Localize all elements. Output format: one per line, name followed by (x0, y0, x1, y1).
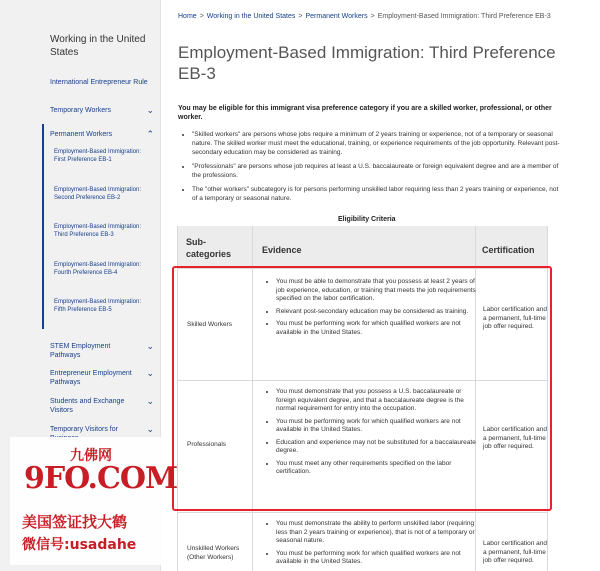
watermark-logo: 9FO.COM (24, 461, 178, 496)
sidebar-item-label: Students and Exchange Visitors (50, 398, 125, 414)
breadcrumb-home[interactable]: Home (178, 13, 197, 20)
highlight-box (172, 266, 552, 511)
breadcrumb-separator: > (298, 13, 303, 20)
table-header-subcategories: Sub-categories (186, 237, 232, 259)
table-row-evidence (266, 520, 476, 571)
sidebar-item-stem[interactable] (50, 342, 158, 360)
sidebar-item-label: Entrepreneur Employment Pathways (50, 370, 132, 386)
sidebar-subitem-eb4[interactable]: Employment-Based Immigration: Fourth Preference EB-4 (54, 262, 142, 276)
table-row-category: Skilled Workers (187, 321, 233, 328)
table-row-category: Unskilled Workers (Other Workers) (187, 545, 240, 561)
definitions-list (178, 130, 562, 208)
sidebar-subitem-eb5[interactable]: Employment-Based Immigration: Fifth Preference EB-5 (54, 299, 142, 313)
breadcrumb-separator: > (199, 13, 204, 20)
sidebar-item-international-entrepreneur[interactable] (50, 78, 158, 87)
chevron-up-icon[interactable]: ⌃ (146, 129, 154, 139)
sidebar-item-permanent-workers[interactable] (50, 130, 158, 139)
chevron-down-icon[interactable]: ⌄ (146, 396, 154, 406)
list-item: • You must be able to demonstrate that you possess at least 2 years of job experience, education, or training that meets the job requirements specified on the labor certification. (276, 278, 476, 304)
watermark-line1: 美国签证找大鹤 (22, 513, 128, 531)
chevron-down-icon[interactable]: ⌄ (146, 368, 154, 378)
list-item: • "Skilled workers" are persons whose jobs require a minimum of 2 years training or experience, not of a temporary or seasonal nature. The skilled worker must meet the educational, training, or experience requirements of the job opportunity. Relevant post-secondary education may be considered as training. (192, 130, 562, 157)
active-indicator (42, 124, 44, 329)
criteria-title: Eligibility Criteria (338, 216, 396, 223)
breadcrumb (178, 12, 558, 21)
watermark-site-name: 九佛网 (70, 448, 112, 464)
list-item: • You must be performing work for which qualified workers are not available in the United States. (276, 418, 476, 435)
sidebar-item-label: International Entrepreneur Rule (50, 79, 148, 86)
table-row-certification: Labor certification and a permanent, full-time job offer required. (483, 306, 547, 330)
sidebar-item-students[interactable] (50, 397, 158, 415)
sidebar-item-label: Permanent Workers (50, 131, 113, 138)
sidebar-subitem-eb1[interactable]: Employment-Based Immigration: First Preference EB-1 (54, 149, 142, 163)
list-item: • Relevant post-secondary education may be considered as training. (276, 308, 476, 317)
sidebar-item-label: Temporary Visitors for (50, 426, 118, 433)
chevron-down-icon[interactable]: ⌄ (146, 424, 154, 434)
watermark (10, 437, 178, 565)
list-item: • The "other workers" subcategory is for persons performing unskilled labor requiring less than 2 years training or experience, not of a temporary or seasonal nature. (192, 185, 562, 203)
table-row-certification: Labor certification and a permanent, full-time job offer required. (483, 540, 547, 564)
list-item: • You must meet any other requirements specified on the labor certification. (276, 460, 476, 477)
sidebar-subitem-eb2[interactable]: Employment-Based Immigration: Second Preference EB-2 (54, 187, 142, 201)
table-header-certification: Certification (482, 245, 535, 255)
chevron-down-icon[interactable]: ⌄ (146, 341, 154, 351)
breadcrumb-working[interactable]: Working in the United States (206, 13, 296, 20)
sidebar-item-temporary-workers[interactable] (50, 106, 158, 115)
chevron-down-icon[interactable]: ⌄ (146, 105, 154, 115)
sidebar-item-label: Temporary Workers (50, 107, 111, 114)
intro-text: You may be eligible for this immigrant visa preference category if you are a skilled worker, professional, or other worker. (178, 105, 552, 121)
table-header-evidence: Evidence (262, 245, 302, 255)
list-item: • "Professionals" are persons whose job requires at least a U.S. baccalaureate or foreign equivalent degree and are a member of the professions. (192, 162, 562, 180)
table-border (177, 512, 547, 513)
breadcrumb-current: Employment-Based Immigration: Third Preference EB-3 (377, 13, 551, 20)
sidebar-item-entrepreneur[interactable] (50, 369, 158, 387)
list-item: • Education and experience may not be substituted for a baccalaureate degree. (276, 439, 476, 456)
table-row-category: Professionals (187, 441, 227, 448)
list-item: • You must be performing work for which qualified workers are not available in the United States. (276, 550, 476, 567)
list-item: • You must demonstrate that you possess a U.S. baccalaureate or foreign equivalent degree, and that a baccalaureate degree is the normal requirement for entry into the occupation. (276, 388, 476, 414)
list-item: • You must demonstrate the ability to perform unskilled labor (requiring less than 2 years training or experience), that is not of a temporary or seasonal nature. (276, 520, 476, 546)
breadcrumb-permanent[interactable]: Permanent Workers (305, 13, 368, 20)
breadcrumb-separator: > (370, 13, 375, 20)
sidebar-title: Working in the United States (50, 34, 146, 58)
list-item: • You must be performing work for which qualified workers are not available in the United States. (276, 320, 476, 337)
table-row-certification: Labor certification and a permanent, full-time job offer required. (483, 426, 547, 450)
sidebar-item-label: STEM Employment Pathways (50, 343, 111, 359)
watermark-line2: 微信号:usadahe (22, 537, 137, 553)
page-title: Employment-Based Immigration: Third Preference EB-3 (178, 43, 556, 83)
sidebar-subitem-eb3[interactable]: Employment-Based Immigration: Third Preference EB-3 (54, 224, 142, 238)
